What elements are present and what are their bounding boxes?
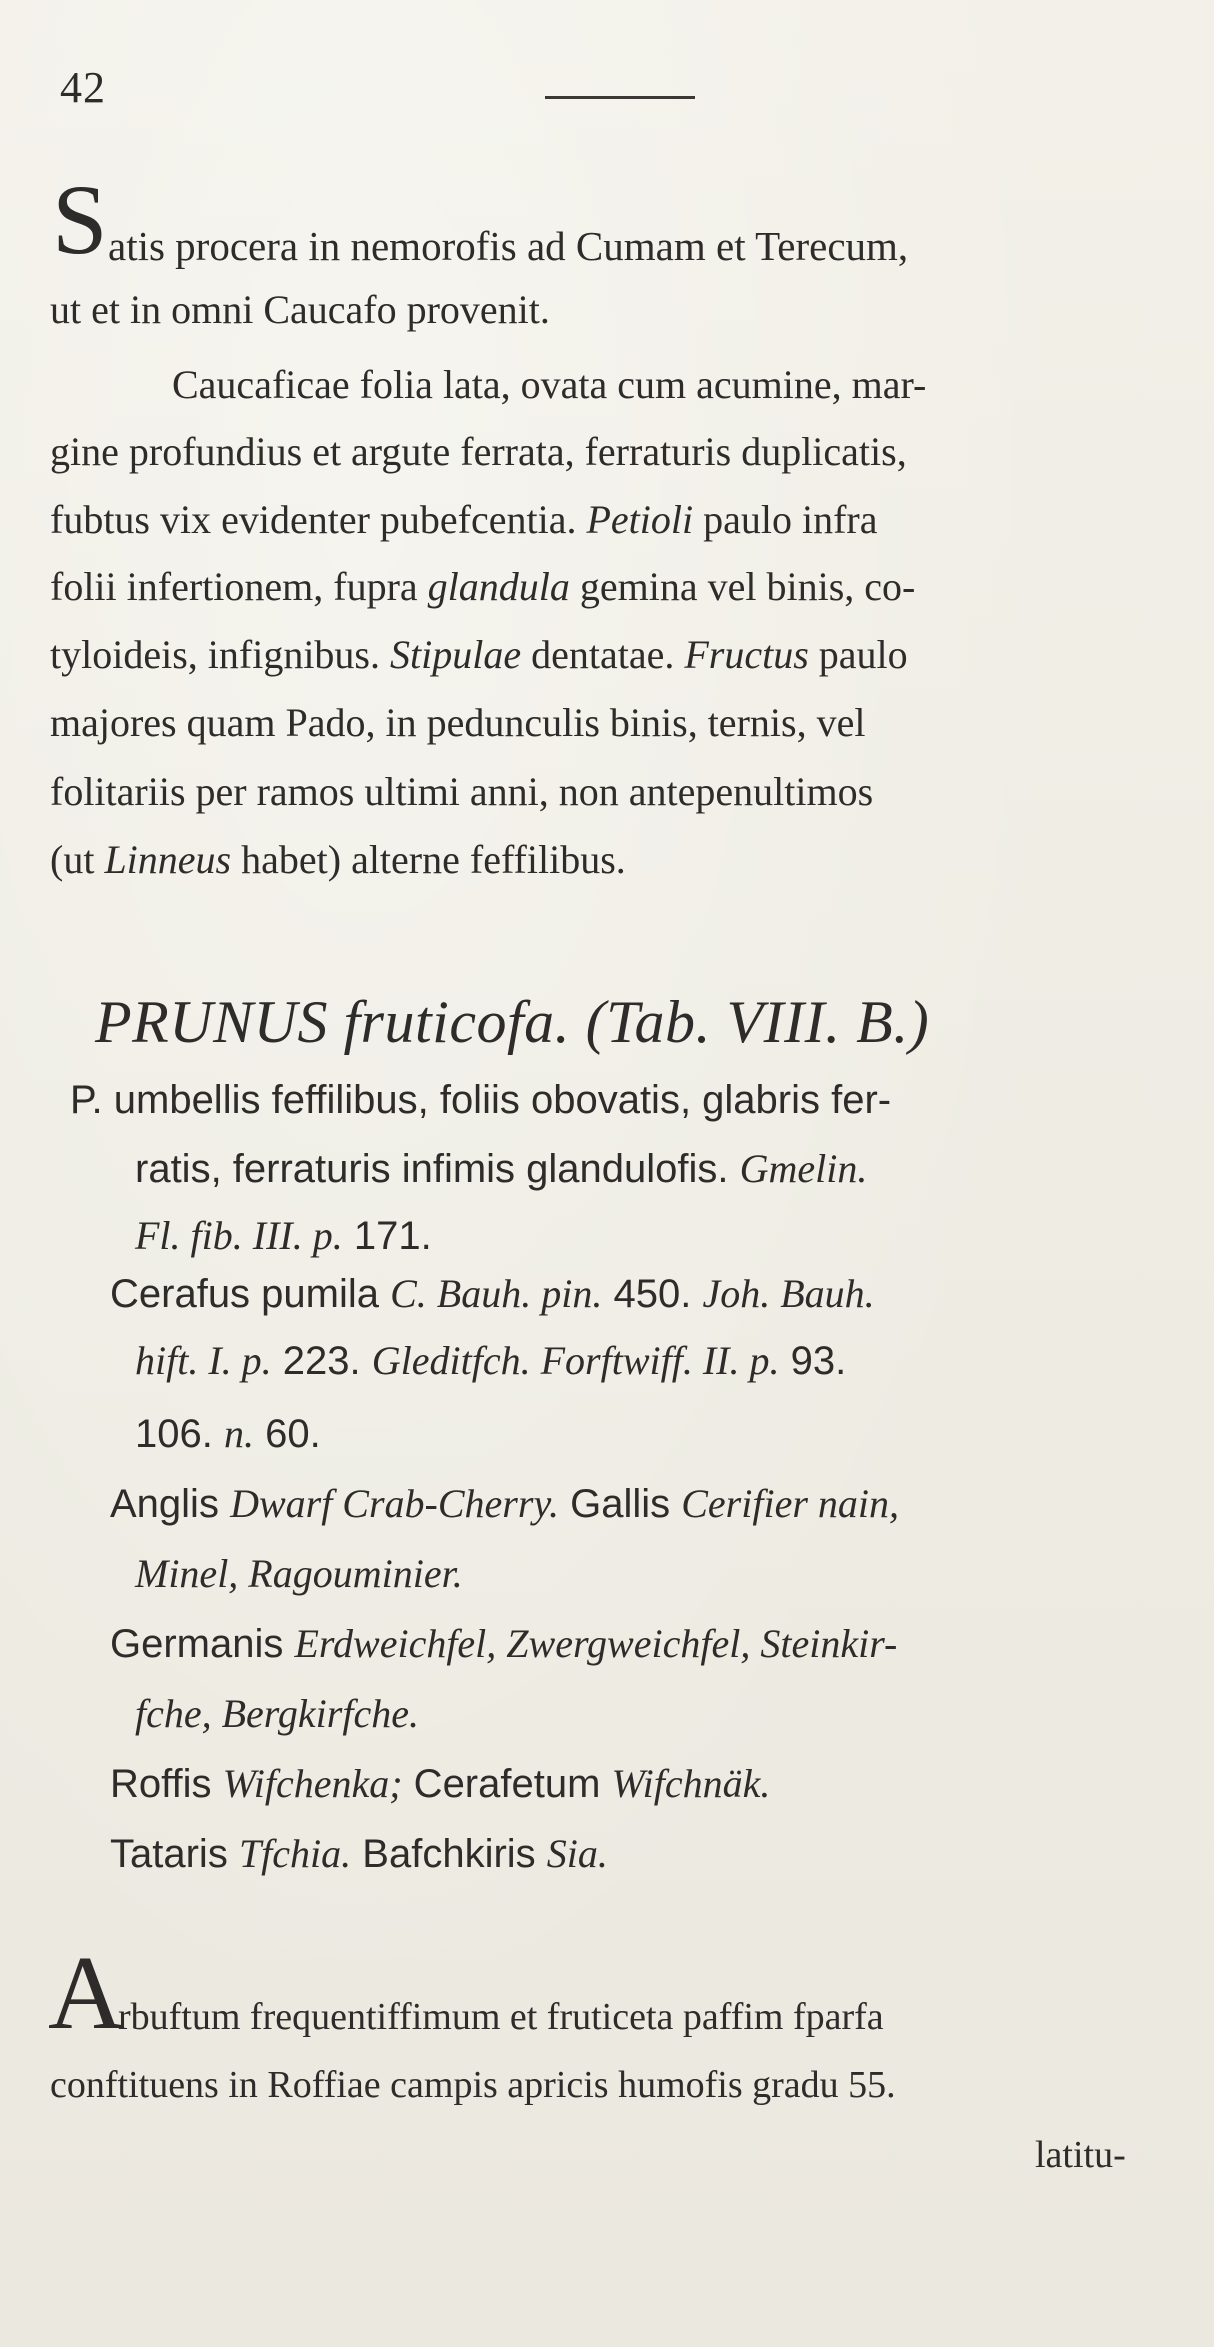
text-line: ut et in omni Caucafo provenit. [50,287,550,332]
text-segment: Tataris [110,1832,239,1876]
text-segment: gemina vel binis, co- [569,564,916,609]
italic-segment: Wifchenka; [222,1761,403,1806]
text-line [135,1550,463,1597]
text-line [50,632,908,677]
text-segment: Bafchkiris [351,1832,547,1876]
text-segment: Caucaficae folia lata, ovata cum acumine, mar- [172,362,927,407]
italic-segment: Petioli [586,497,694,542]
text-line: conftituens in Roffiae campis apricis humofis gradu 55. [50,2064,896,2106]
text-line [50,769,874,814]
text-line [70,1078,891,1123]
text-line [135,1212,432,1259]
text-segment: (ut [50,837,105,882]
text-segment: gine profundius et argute ferrata, ferraturis duplicatis, [50,429,907,474]
italic-segment: Stipulae [390,632,522,677]
italic-segment: Linneus [104,837,232,882]
italic-segment: Gmelin. [739,1146,868,1191]
text-segment: P. umbellis feffilibus, foliis obovatis, glabris fer- [70,1078,892,1122]
text-line [110,1270,875,1317]
text-line [110,1830,608,1877]
italic-segment: n. [223,1411,254,1456]
text-segment: 450. [602,1272,703,1316]
text-line [50,837,626,882]
text-line [50,497,878,542]
italic-segment: glandula [427,564,570,609]
text-segment: habet) alterne feffilibus. [231,837,626,882]
header-rule [545,96,695,99]
text-line [110,1480,899,1527]
text-segment: Germanis [110,1622,295,1666]
italic-segment: fche, Bergkirfche. [135,1691,419,1736]
text-line [135,1337,846,1384]
text-line [110,1760,770,1807]
text-segment: Gallis [559,1482,682,1526]
italic-segment: Dwarf Crab-Cherry. [230,1481,559,1526]
text-segment: Roffis [110,1762,223,1806]
text-segment: 60. [253,1412,321,1456]
italic-segment: Sia. [546,1831,608,1876]
text-line [135,1690,419,1737]
text-line [135,1145,867,1192]
italic-segment: Gleditfch. Forftwiff. II. p. [371,1338,780,1383]
text-segment: dentatae. [521,632,685,677]
text-line [50,564,916,609]
italic-segment: Minel, Ragouminier. [135,1551,463,1596]
text-segment: 223. [271,1339,372,1383]
text-segment: paulo [808,632,908,677]
text-segment: 93. [779,1339,847,1383]
text-segment: Anglis [110,1482,231,1526]
text-segment: Cerafus pumila [110,1272,391,1316]
text-line [135,1410,321,1457]
italic-segment: Fructus [684,632,809,677]
text-segment: paulo infra [693,497,878,542]
text-segment: tyloideis, infignibus. [50,632,390,677]
text-line [50,700,866,745]
drop-cap-a: A [48,1934,124,2051]
text-line [110,1620,897,1667]
text-segment: majores quam Pado, in pedunculis binis, ternis, vel [50,700,866,745]
italic-segment: Erdweichfel, Zwergweichfel, Steinkir- [294,1621,898,1666]
italic-segment: hift. I. p. [135,1338,272,1383]
text-segment: 106. [135,1412,224,1456]
text-segment: folii infertionem, fupra [50,564,428,609]
italic-segment: Wifchnäk. [611,1761,771,1806]
drop-cap-s: S [52,164,108,275]
text-line [172,362,927,407]
catchword: latitu- [1035,2134,1126,2176]
italic-segment: C. Bauh. pin. [390,1271,603,1316]
page-number: 42 [60,63,106,112]
text-segment: 171. [342,1214,432,1258]
italic-segment: Tfchia. [238,1831,352,1876]
italic-segment: Fl. fib. III. p. [135,1213,343,1258]
text-segment: folitariis per ramos ultimi anni, non antepenultimos [50,769,874,814]
italic-segment: Joh. Bauh. [702,1271,875,1316]
text-segment: fubtus vix evidenter pubefcentia. [50,497,587,542]
text-segment: ratis, ferraturis infimis glandulofis. [135,1147,740,1191]
text-segment: Cerafetum [402,1762,612,1806]
text-line: atis procera in nemorofis ad Cumam et Terecum, [108,223,909,269]
species-heading: PRUNUS fruticofa. (Tab. VIII. B.) [95,989,930,1055]
text-line: rbuftum frequentiffimum et fruticeta paffim fparfa [118,1996,884,2038]
text-line [50,429,907,474]
italic-segment: Cerifier nain, [681,1481,900,1526]
